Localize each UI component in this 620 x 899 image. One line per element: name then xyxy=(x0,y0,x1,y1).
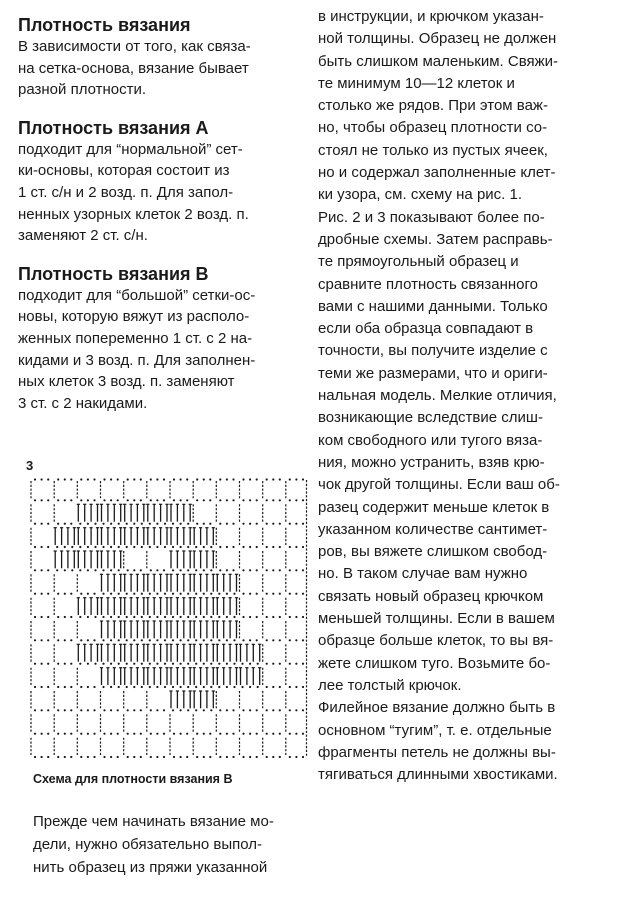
mesh-cell xyxy=(77,478,95,501)
mesh-cell xyxy=(286,598,304,618)
text-line: В зависимости от того, как связа- xyxy=(18,38,251,55)
mesh-cell xyxy=(77,668,95,688)
text-line: стоял не только из пустых ячеек, xyxy=(318,141,548,159)
mesh-cell xyxy=(216,714,234,735)
filled-cell xyxy=(54,551,76,571)
mesh-cell xyxy=(263,598,281,618)
mesh-cell xyxy=(263,528,281,548)
filled-cell xyxy=(216,574,238,595)
text-line: ной толщины. Образец не должен xyxy=(318,30,557,48)
mesh-cell xyxy=(147,478,165,501)
mesh-cell xyxy=(54,598,72,618)
filled-cell xyxy=(193,598,215,618)
text-line: в инструкции, и крючком указан- xyxy=(318,8,544,25)
mesh-cell xyxy=(263,621,281,641)
mesh-cell xyxy=(54,668,72,688)
mesh-cell xyxy=(77,691,95,711)
right-column xyxy=(318,6,608,786)
filled-cell xyxy=(100,598,122,618)
text-line: 1 ст. с/н и 2 возд. п. Для запол- xyxy=(18,183,234,201)
filled-cell xyxy=(77,598,99,618)
mesh-cell xyxy=(240,714,258,735)
mesh-cell xyxy=(286,551,304,571)
filled-cell xyxy=(146,598,168,618)
filled-cell xyxy=(100,551,122,571)
mesh-cell xyxy=(31,738,49,758)
figure-number: 3 xyxy=(26,458,34,473)
text-line: вами с нашими данными. Только xyxy=(318,297,548,315)
filled-cell xyxy=(123,574,145,595)
text-line: Филейное вязание должно быть в xyxy=(318,699,556,717)
text-line: заменяют 2 ст. с/н. xyxy=(18,227,148,245)
text-line: но и содержал заполненные клет- xyxy=(318,164,556,182)
bottom-paragraph xyxy=(33,810,313,879)
filled-cell xyxy=(123,621,145,641)
mesh-cell xyxy=(263,574,281,595)
text-line: основном “тугим”, т. е. отдельные xyxy=(318,721,552,739)
mesh-cell xyxy=(31,668,49,688)
mesh-cell xyxy=(124,478,142,501)
text-line: те прямоугольный образец и xyxy=(318,253,519,271)
mesh-cell xyxy=(147,738,165,758)
mesh-cell xyxy=(31,478,49,501)
filled-cell xyxy=(146,574,168,595)
mesh-cell xyxy=(54,621,72,641)
text-line: образце больше клеток, то вы вя- xyxy=(318,632,554,650)
text-line: возникающие вследствие слиш- xyxy=(318,409,543,427)
filled-cell xyxy=(169,644,191,665)
filled-cell xyxy=(239,644,261,665)
mesh-cell xyxy=(193,478,211,501)
filled-cell xyxy=(77,504,99,525)
filled-cell xyxy=(77,528,99,548)
mesh-cell xyxy=(77,714,95,735)
filled-cell xyxy=(193,574,215,595)
filled-cell xyxy=(216,668,238,688)
mesh-cell xyxy=(263,551,281,571)
left-column xyxy=(18,14,310,414)
filled-cell xyxy=(169,691,191,711)
mesh-cell xyxy=(77,574,95,595)
mesh-cell xyxy=(147,714,165,735)
heading-density: Плотность вязания xyxy=(18,15,191,35)
mesh-cell xyxy=(170,478,188,501)
mesh-cell xyxy=(216,551,234,571)
filled-cell xyxy=(100,528,122,548)
mesh-cell xyxy=(170,738,188,758)
text-line: разец содержит меньше клеток в xyxy=(318,498,550,516)
text-line: ки-основы, которая состоит из xyxy=(18,162,230,180)
text-line: теми же размерами, что и ориги- xyxy=(318,364,548,382)
text-line: точности, вы получите изделие с xyxy=(318,342,548,360)
mesh-cell xyxy=(31,551,49,571)
mesh-cell xyxy=(170,714,188,735)
mesh-cell xyxy=(101,738,119,758)
text-line: ненных узорных клеток 2 возд. п. xyxy=(18,205,249,223)
mesh-cell xyxy=(286,738,304,758)
filled-cell xyxy=(216,644,238,665)
mesh-cell xyxy=(31,598,49,618)
mesh-cell xyxy=(193,714,211,735)
mesh-cell xyxy=(216,478,234,501)
text-line: но. В таком случае вам нужно xyxy=(318,565,528,583)
mesh-cell xyxy=(54,504,72,525)
mesh-cell xyxy=(286,528,304,548)
text-line: чок другой толщины. Если ваш об- xyxy=(318,476,560,494)
mesh-cell xyxy=(77,738,95,758)
mesh-cell xyxy=(240,504,258,525)
mesh-cell xyxy=(31,504,49,525)
filled-cell xyxy=(100,668,122,688)
mesh-cell xyxy=(263,668,281,688)
mesh-cell xyxy=(263,691,281,711)
mesh-cell xyxy=(216,738,234,758)
mesh-cell xyxy=(54,574,72,595)
mesh-cell xyxy=(216,528,234,548)
figure-caption: Схема для плотности вязания В xyxy=(33,772,233,786)
filled-cell xyxy=(239,668,261,688)
mesh-cell xyxy=(263,504,281,525)
text-line: подходит для “нормальной” сет- xyxy=(18,140,243,158)
filled-cell xyxy=(193,644,215,665)
mesh-cell xyxy=(31,574,49,595)
filled-cell xyxy=(193,668,215,688)
mesh-cell xyxy=(31,691,49,711)
mesh-cell xyxy=(240,598,258,618)
filled-cell xyxy=(123,504,145,525)
filled-cell xyxy=(100,621,122,641)
mesh-cell xyxy=(240,478,258,501)
filled-cell xyxy=(169,621,191,641)
heading-density-a: Плотность вязания А xyxy=(18,117,209,138)
mesh-cell xyxy=(54,691,72,711)
filled-cell xyxy=(169,504,191,525)
mesh-cell xyxy=(286,668,304,688)
filled-cell xyxy=(193,691,215,711)
mesh-cell xyxy=(147,691,165,711)
mesh-cell xyxy=(286,644,304,665)
filled-cell xyxy=(216,621,238,641)
mesh-cell xyxy=(31,528,49,548)
filled-cell xyxy=(146,528,168,548)
filled-cell xyxy=(100,504,122,525)
text-line: Рис. 2 и 3 показывают более по- xyxy=(318,208,545,226)
mesh-cell xyxy=(124,551,142,571)
mesh-cell xyxy=(240,621,258,641)
filled-cell xyxy=(77,644,99,665)
text-line: быть слишком маленьким. Свяжи- xyxy=(318,52,559,70)
text-line: если оба образца совпадают в xyxy=(318,320,534,338)
text-line: 3 ст. с 2 накидами. xyxy=(18,394,148,412)
text-line: ния, можно устранить, взяв крю- xyxy=(318,453,545,471)
text-line: но, чтобы образец плотности со- xyxy=(318,119,548,137)
filled-cell xyxy=(123,668,145,688)
text-line: столько же рядов. При этом важ- xyxy=(318,97,548,115)
mesh-cell xyxy=(216,504,234,525)
mesh-cell xyxy=(286,621,304,641)
mesh-cell xyxy=(54,644,72,665)
intro-paragraph xyxy=(18,36,310,101)
text-line: лее толстый крючок. xyxy=(318,676,462,694)
text-line: кидами и 3 возд. п. Для заполнен- xyxy=(18,351,256,369)
mesh-cell xyxy=(54,714,72,735)
mesh-cell xyxy=(31,714,49,735)
filled-cell xyxy=(146,668,168,688)
mesh-cell xyxy=(77,621,95,641)
filled-cell xyxy=(123,644,145,665)
filled-cell xyxy=(77,551,99,571)
filled-cell xyxy=(193,621,215,641)
text-line: указанном количестве сантимет- xyxy=(318,520,548,538)
filled-cell xyxy=(146,621,168,641)
mesh-cell xyxy=(240,551,258,571)
text-line: нить образец из пряжи указанной xyxy=(33,859,268,876)
mesh-cell xyxy=(54,478,72,501)
text-line: те минимум 10—12 клеток и xyxy=(318,74,515,92)
text-line: связать новый образец крючком xyxy=(318,587,544,605)
filled-cell xyxy=(123,598,145,618)
filled-cell xyxy=(193,551,215,571)
filled-cell xyxy=(123,528,145,548)
mesh-cell xyxy=(263,478,281,501)
mesh-cell xyxy=(54,738,72,758)
filled-cell xyxy=(169,528,191,548)
text-line: Прежде чем начинать вязание мо- xyxy=(33,813,274,830)
mesh-cell xyxy=(240,574,258,595)
mesh-cell xyxy=(240,528,258,548)
mesh-cell xyxy=(286,504,304,525)
mesh-cell xyxy=(124,738,142,758)
filled-cell xyxy=(146,644,168,665)
mesh-cell xyxy=(124,691,142,711)
filled-cell xyxy=(169,551,191,571)
text-line: фрагменты петель не должны вы- xyxy=(318,743,556,761)
text-line: ком свободного или тугого вяза- xyxy=(318,431,543,449)
text-line: на сетка-основа, вязание бывает xyxy=(18,59,249,77)
text-line: подходит для “большой” сетки-ос- xyxy=(18,286,256,304)
heading-density-b: Плотность вязания В xyxy=(18,263,209,284)
text-line: дели, нужно обязательно выпол- xyxy=(33,836,262,853)
crochet-chart xyxy=(30,478,308,758)
filled-cell xyxy=(169,574,191,595)
mesh-cell xyxy=(263,714,281,735)
density-b-paragraph xyxy=(18,285,310,415)
mesh-cell xyxy=(101,714,119,735)
filled-cell xyxy=(216,598,238,618)
text-line: женных попеременно 1 ст. с 2 на- xyxy=(18,329,253,347)
mesh-cell xyxy=(193,504,211,525)
mesh-cell xyxy=(240,691,258,711)
mesh-cell xyxy=(147,551,165,571)
mesh-cell xyxy=(101,478,119,501)
mesh-cell xyxy=(101,691,119,711)
mesh-cell xyxy=(240,738,258,758)
text-line: новы, которую вяжут из располо- xyxy=(18,308,250,326)
mesh-cell xyxy=(31,644,49,665)
text-line: нальная модель. Мелкие отличия, xyxy=(318,387,557,405)
mesh-cell xyxy=(286,691,304,711)
filled-cell xyxy=(146,504,168,525)
text-line: дробные схемы. Затем расправь- xyxy=(318,230,553,248)
mesh-cell xyxy=(286,478,304,501)
text-line: ров, вы вяжете слишком свобод- xyxy=(318,543,548,561)
mesh-cell xyxy=(286,714,304,735)
mesh-cell xyxy=(263,738,281,758)
filled-cell xyxy=(169,598,191,618)
filled-cell xyxy=(193,528,215,548)
text-line: ки узора, см. схему на рис. 1. xyxy=(318,186,523,204)
mesh-cell xyxy=(263,644,281,665)
text-line: сравните плотность связанного xyxy=(318,275,538,293)
text-line: меньшей толщины. Если в вашем xyxy=(318,610,555,628)
text-line: ных клеток 3 возд. п. заменяют xyxy=(18,373,235,391)
filled-cell xyxy=(100,644,122,665)
mesh-cell xyxy=(216,691,234,711)
mesh-cell xyxy=(193,738,211,758)
filled-cell xyxy=(169,668,191,688)
mesh-cell xyxy=(286,574,304,595)
filled-cell xyxy=(100,574,122,595)
filled-cell xyxy=(54,528,76,548)
mesh-cell xyxy=(124,714,142,735)
chart-svg xyxy=(30,478,308,758)
density-a-paragraph xyxy=(18,139,310,247)
text-line: тягиваться длинными хвостиками. xyxy=(318,766,558,784)
mesh-cell xyxy=(31,621,49,641)
text-line: жете слишком туго. Возьмите бо- xyxy=(318,654,551,672)
text-line: разной плотности. xyxy=(18,81,147,99)
